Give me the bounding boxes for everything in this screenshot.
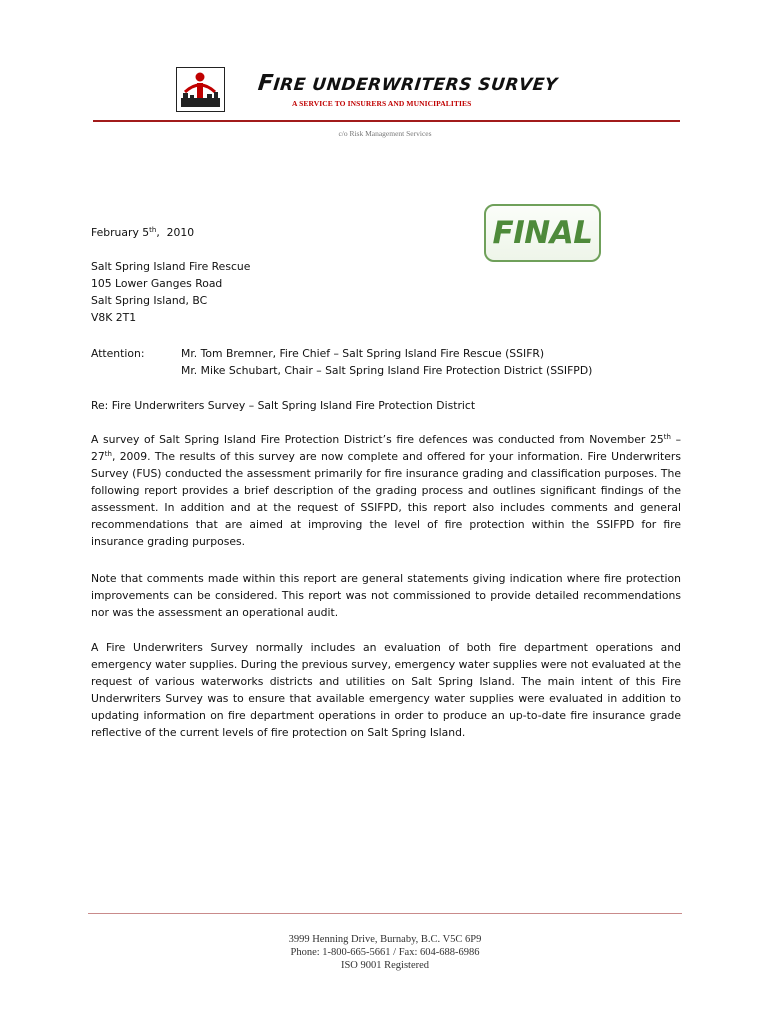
subject-line: Re: Fire Underwriters Survey – Salt Spring Island Fire Protection District	[91, 399, 476, 412]
fus-logo	[176, 67, 225, 112]
ordinal-suffix: th	[104, 450, 112, 458]
footer-address: 3999 Henning Drive, Burnaby, B.C. V5C 6P9	[288, 934, 482, 945]
organization-tagline: A SERVICE TO INSURERS AND MUNICIPALITIES	[292, 99, 472, 108]
recipient-address	[91, 258, 681, 326]
paragraph-text: , 2009. The results of this survey are now complete and offered for your information. Fire Underwriters Survey (FUS) conducted the assessment primarily for fire insurance grading and classification purposes. The following report provides a brief description of the grading process and outlines significant findings of the assessment. In addition and at the request of SSIFPD, this report also includes comments and general recommendations that are aimed at improving the level of fire protection within the SSIFPD for fire insurance grading purposes.	[91, 450, 681, 548]
header-divider	[93, 120, 680, 122]
attention-name: Mr. Tom Bremner, Fire Chief – Salt Spring Island Fire Rescue (SSIFR)	[181, 347, 545, 360]
paragraph-text: A survey of Salt Spring Island Fire Protection District’s fire defences was conducted from November 25	[91, 433, 664, 446]
footer-contact	[0, 933, 770, 972]
date-day: February 5	[91, 226, 150, 239]
final-stamp-label: FINAL	[492, 215, 593, 251]
letter-date	[91, 224, 681, 241]
address-line: V8K 2T1	[91, 311, 137, 324]
address-line: Salt Spring Island Fire Rescue	[91, 260, 251, 273]
organization-name	[257, 71, 559, 96]
organization-name-rest: IRE UNDERWRITERS SURVEY	[272, 75, 559, 95]
footer-iso: ISO 9001 Registered	[340, 960, 430, 971]
attention-names	[181, 345, 701, 379]
attention-name: Mr. Mike Schubart, Chair – Salt Spring Island Fire Protection District (SSIFPD)	[181, 364, 593, 377]
date-year: , 2010	[156, 226, 195, 239]
care-of-line: c/o Risk Management Services	[338, 129, 432, 138]
address-line: 105 Lower Ganges Road	[91, 277, 223, 290]
attention-label: Attention:	[91, 347, 145, 360]
organization-name-initial: F	[256, 71, 275, 96]
paragraph-comments-note: Note that comments made within this report are general statements giving indication where fire protection improvements can be considered. This report was not commissioned to provide detailed recommendations nor was the assessment an operational audit.	[91, 572, 681, 619]
footer-divider	[88, 913, 682, 914]
address-line: Salt Spring Island, BC	[91, 294, 208, 307]
paragraph-survey-summary	[91, 431, 681, 550]
footer-phone-fax: Phone: 1-800-665-5661 / Fax: 604-688-6986	[290, 947, 480, 958]
paragraph-survey-scope: A Fire Underwriters Survey normally includes an evaluation of both fire department operations and emergency water supplies. During the previous survey, emergency water supplies were not evaluated at the request of various waterworks districts and utilities on Salt Spring Island. The main intent of this Fire Underwriters Survey was to ensure that available emergency water supplies were evaluated in addition to updating information on fire department operations in order to produce an up-to-date fire insurance grade reflective of the current levels of fire protection on Salt Spring Island.	[91, 641, 681, 739]
ordinal-suffix: th	[663, 433, 671, 441]
paragraph-text: – 27	[91, 433, 681, 463]
date-suffix: th	[149, 226, 157, 234]
fus-logo-icon	[177, 68, 224, 111]
